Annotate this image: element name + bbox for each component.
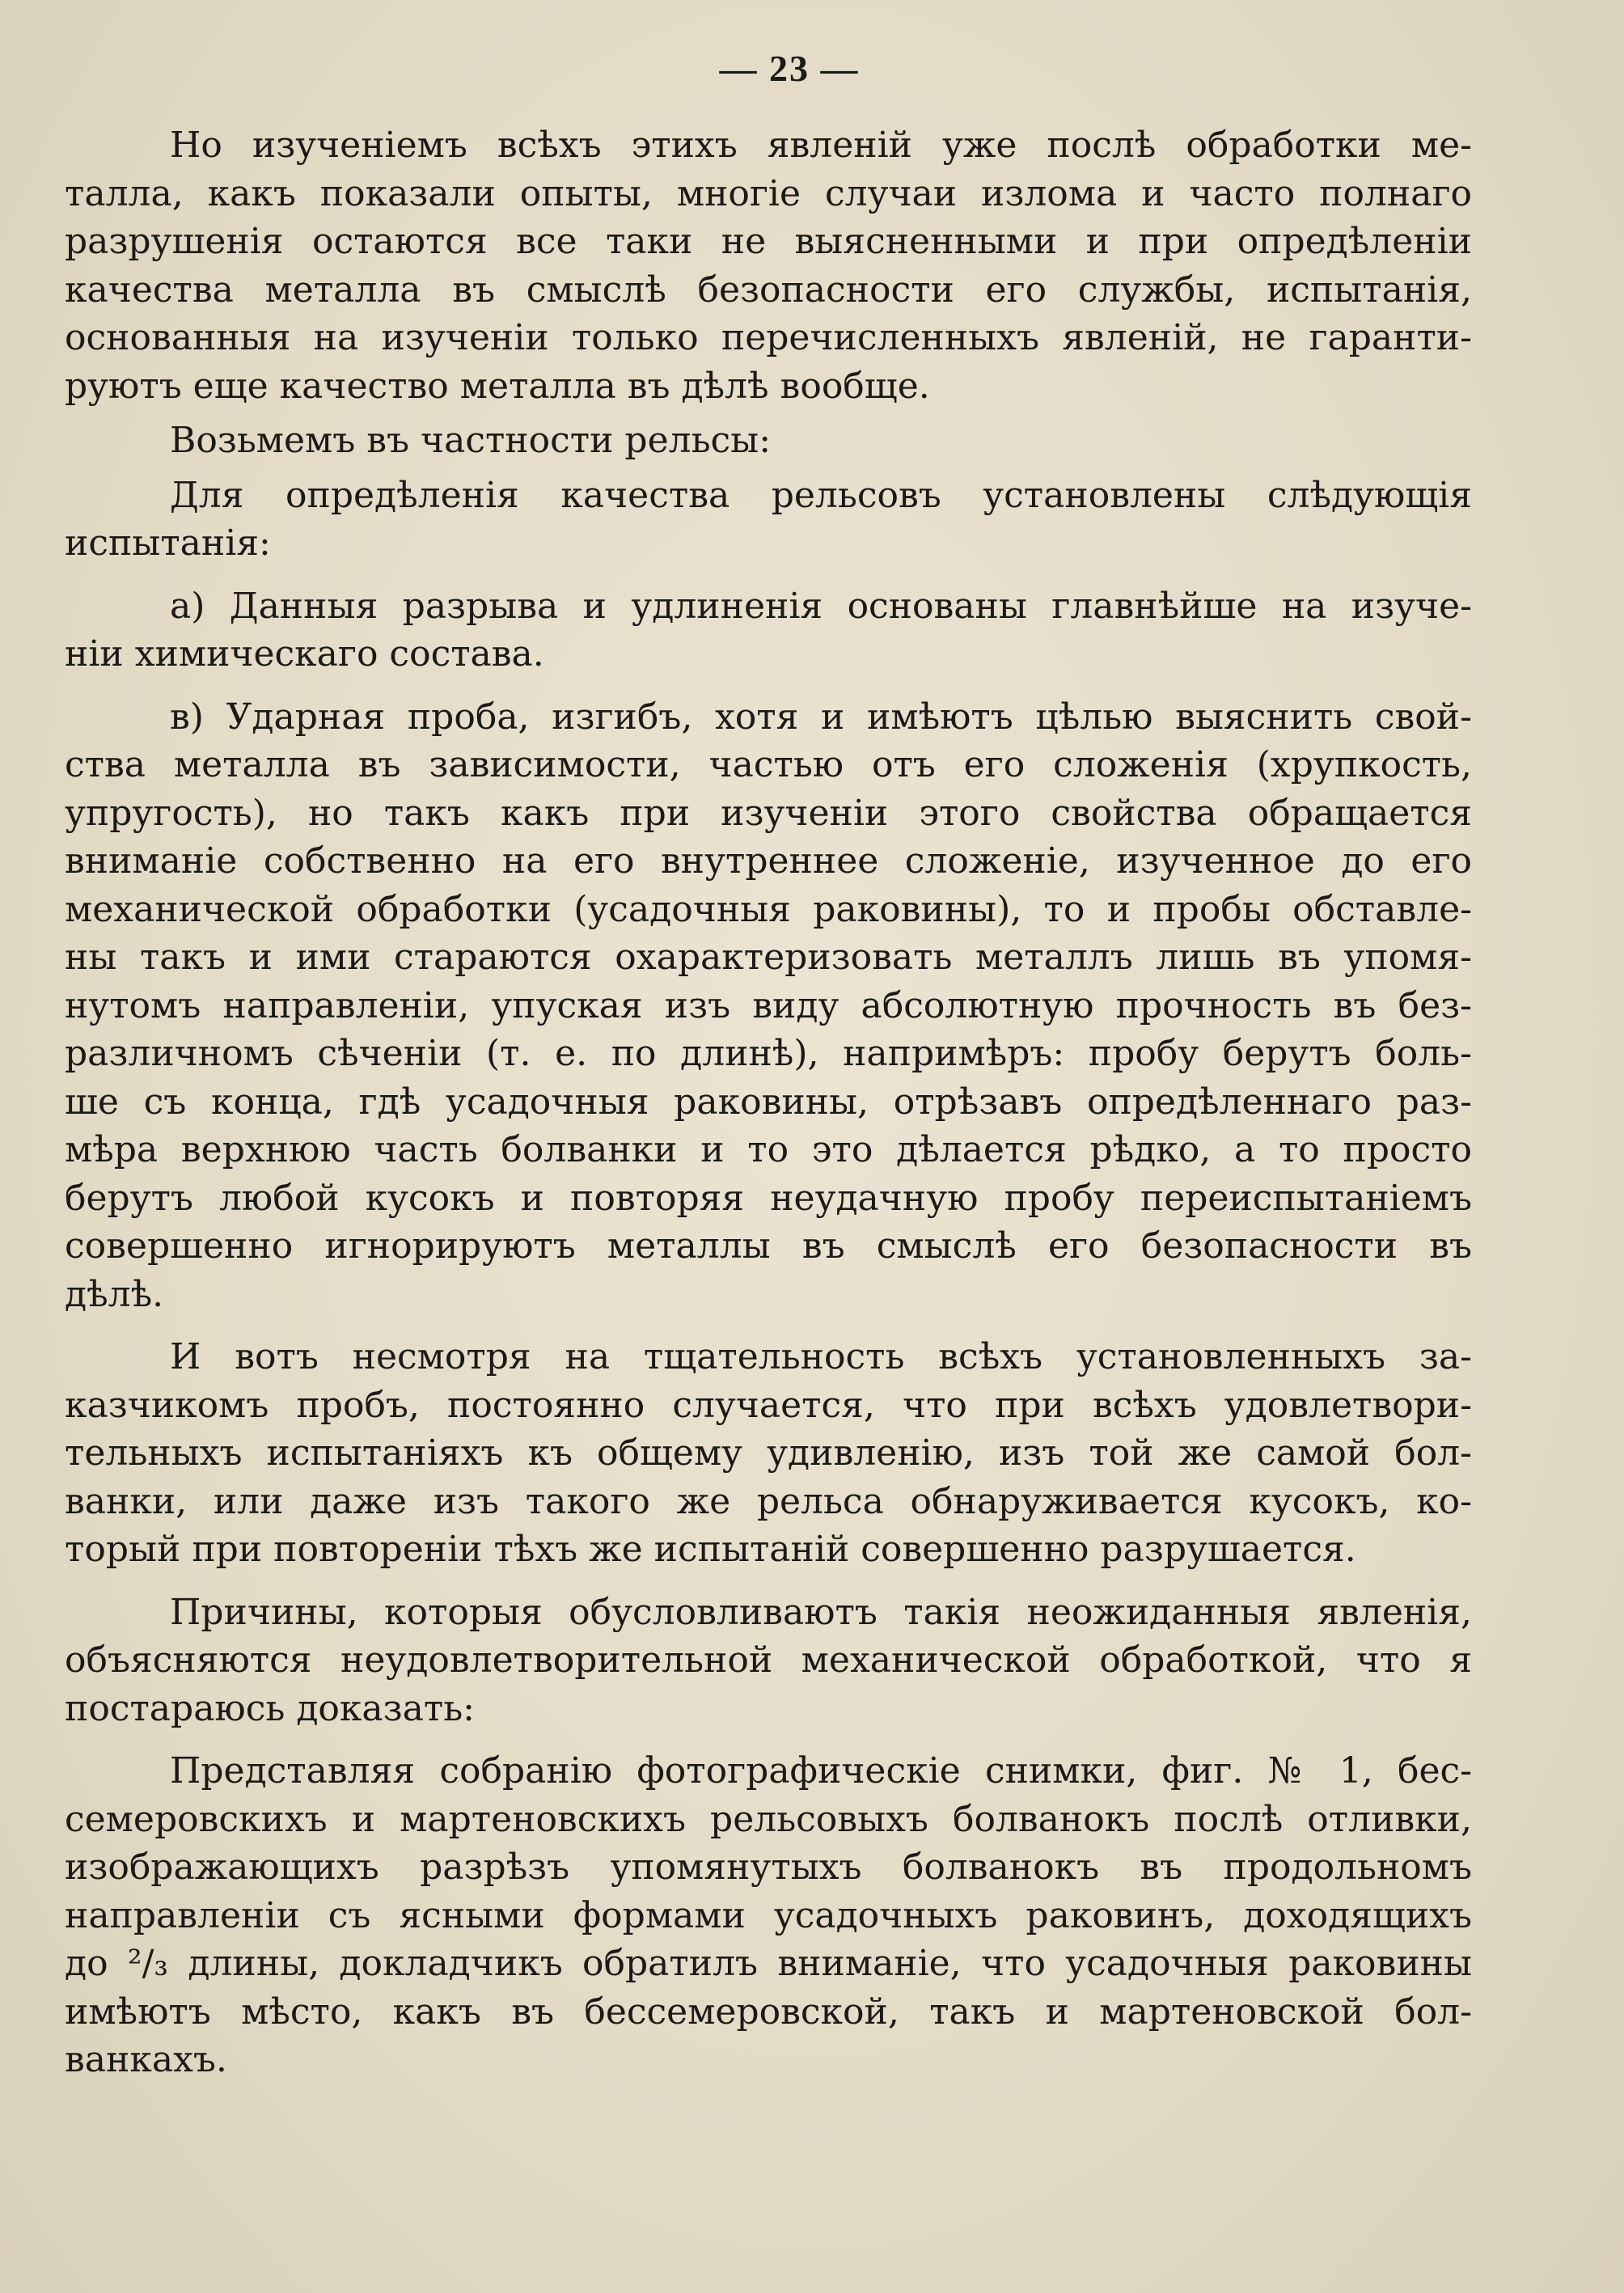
text-line: постараюсь доказать: (65, 1687, 475, 1729)
text-line: объясняются неудовлетворительной механической обработкой, что я (65, 1639, 1472, 1681)
text-line: дѣлѣ. (65, 1273, 164, 1315)
text-line: ства металла въ зависимости, частью отъ его сложенія (хрупкость, (65, 744, 1472, 785)
paragraph-8 (65, 1747, 1472, 2084)
text-line: И вотъ несмотря на тщательность всѣхъ установленныхъ за- (170, 1336, 1472, 1377)
text-line: тельныхъ испытаніяхъ къ общему удивленію, изъ той же самой бол- (65, 1432, 1472, 1474)
paragraph-4 (65, 582, 1472, 679)
text-line: торый при повтореніи тѣхъ же испытаній совершенно разрушается. (65, 1529, 1356, 1570)
text-line: изображающихъ разрѣзъ упомянутыхъ болванокъ въ продольномъ (65, 1847, 1472, 1888)
page-number: — 23 — (719, 48, 860, 89)
text-line: нутомъ направленіи, упуская изъ виду абсолютную прочность въ без- (65, 984, 1472, 1026)
text-line: Представляя собранію фотографическіе снимки, фиг. № 1, бес- (170, 1750, 1472, 1792)
text-line: Возьмемъ въ частности рельсы: (170, 420, 772, 461)
text-line: Но изученіемъ всѣхъ этихъ явленій уже послѣ обработки ме- (170, 125, 1472, 166)
text-line: упругость), но такъ какъ при изученіи этого свойства обращается (65, 792, 1472, 834)
text-line: ванки, или даже изъ такого же рельса обнаруживается кусокъ, ко- (65, 1480, 1472, 1522)
text-line: испытанія: (65, 522, 271, 564)
paragraph-5 (65, 693, 1472, 1319)
paragraph-6 (65, 1333, 1472, 1574)
text-line: различномъ сѣченіи (т. е. по длинѣ), напримѣръ: пробу берутъ боль- (65, 1033, 1472, 1074)
text-line: казчикомъ пробъ, постоянно случается, что при всѣхъ удовлетвори- (65, 1384, 1472, 1426)
paragraph-1 (65, 121, 1472, 410)
text-line: вниманіе собственно на его внутреннее сложеніе, изученное до его (65, 840, 1472, 882)
text-line: талла, какъ показали опыты, многіе случаи излома и часто полнаго (65, 172, 1472, 214)
text-line: качества металла въ смыслѣ безопасности его службы, испытанія, (65, 269, 1472, 311)
text-line: разрушенія остаются все таки не выясненными и при опредѣленіи (65, 221, 1472, 262)
text-line: ны такъ и ими стараются охарактеризовать металлъ лишь въ упомя- (65, 937, 1472, 978)
text-line: направленіи съ ясными формами усадочныхъ раковинъ, доходящихъ (65, 1894, 1472, 1936)
body-text (65, 121, 1472, 2084)
text-line: ше съ конца, гдѣ усадочныя раковины, отрѣзавъ опредѣленнаго раз- (65, 1081, 1472, 1123)
text-line: мѣра верхнюю часть болванки и то это дѣлается рѣдко, а то просто (65, 1129, 1472, 1170)
text-line: до ²/₃ длины, докладчикъ обратилъ вниманіе, что усадочныя раковины (65, 1943, 1472, 1984)
text-line: в) Ударная проба, изгибъ, хотя и имѣютъ цѣлью выяснить свой- (170, 696, 1472, 738)
text-line: Для опредѣленія качества рельсовъ установлены слѣдующія (170, 474, 1472, 516)
text-line: основанныя на изученіи только перечисленныхъ явленій, не гаранти- (65, 317, 1472, 358)
text-line: ванкахъ. (65, 2039, 227, 2080)
text-line: семеровскихъ и мартеновскихъ рельсовыхъ болванокъ послѣ отливки, (65, 1798, 1472, 1840)
text-line: механической обработки (усадочныя раковины), то и пробы обставле- (65, 888, 1472, 930)
text-line: Причины, которыя обусловливаютъ такія неожиданныя явленія, (170, 1591, 1472, 1633)
paragraph-2 (65, 417, 1472, 465)
text-line: а) Данныя разрыва и удлиненія основаны главнѣйше на изуче- (170, 585, 1472, 627)
paragraph-3 (65, 472, 1472, 568)
paragraph-7 (65, 1589, 1472, 1733)
text-line: имѣютъ мѣсто, какъ въ бессемеровской, такъ и мартеновской бол- (65, 1991, 1472, 2033)
text-line: ніи химическаго состава. (65, 633, 544, 675)
text-line: берутъ любой кусокъ и повторяя неудачную пробу переиспытаніемъ (65, 1177, 1472, 1219)
text-line: совершенно игнорируютъ металлы въ смыслѣ его безопасности въ (65, 1225, 1472, 1267)
text-line: руютъ еще качество металла въ дѣлѣ вообще. (65, 365, 930, 407)
